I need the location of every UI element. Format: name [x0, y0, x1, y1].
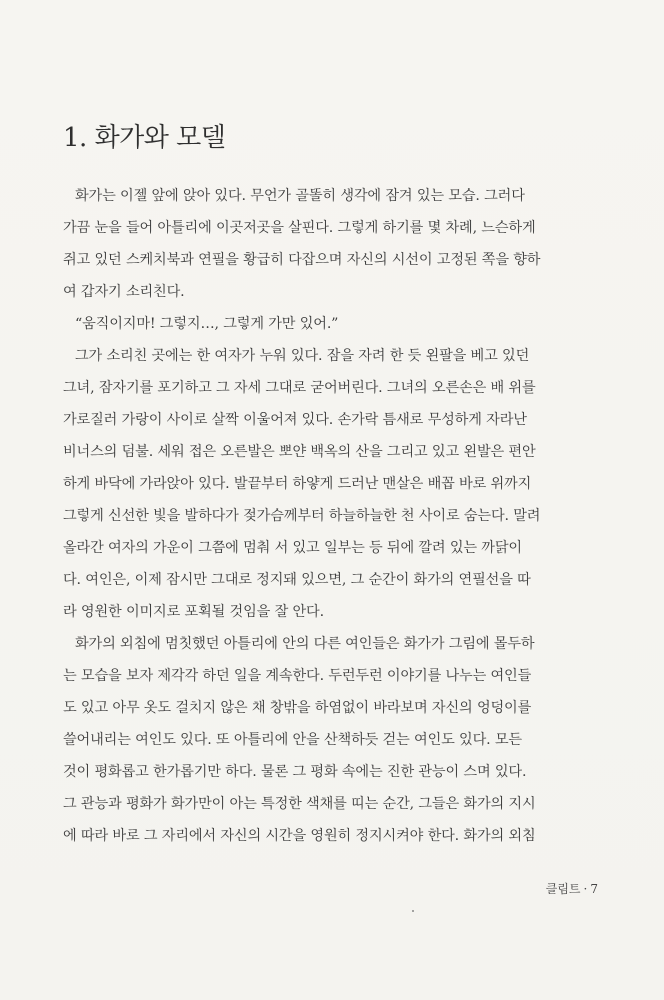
- text-line: 비너스의 덤불. 세워 접은 오른발은 뽀얀 백옥의 산을 그리고 있고 왼발은 편안: [63, 444, 536, 460]
- text-line: 올라간 여자의 가운이 그쯤에 멈춰 서 있고 일부는 등 뒤에 깔려 있는 까닭이: [63, 540, 522, 556]
- paper-speck: [412, 910, 414, 912]
- body-text: [63, 180, 603, 852]
- text-line: 그가 소리친 곳에는 한 여자가 누워 있다. 잠을 자려 한 듯 왼팔을 베고 있던: [75, 348, 530, 364]
- text-line: 가로질러 가랑이 사이로 살짝 이울어져 있다. 손가락 틈새로 무성하게 자라난: [63, 412, 527, 428]
- text-line: 그 관능과 평화가 화가만이 아는 특정한 색채를 띠는 순간, 그들은 화가의 지시: [63, 796, 536, 812]
- text-line: 다. 여인은, 이제 잠시만 그대로 정지돼 있으면, 그 순간이 화가의 연필선을 따: [63, 572, 531, 588]
- text-line: 에 따라 바로 그 자리에서 자신의 시간을 영원히 정지시켜야 한다. 화가의 외침: [63, 828, 536, 844]
- running-head: 클림트: [545, 882, 581, 896]
- text-line: 쥐고 있던 스케치북과 연필을 황급히 다잡으며 자신의 시선이 고정된 쪽을 향하: [63, 252, 541, 268]
- page-footer: [546, 880, 598, 897]
- text-line: 도 있고 아무 옷도 걸치지 않은 채 창밖을 하염없이 바라보며 자신의 엉덩이를: [63, 700, 532, 716]
- text-line: 화가는 이젤 앞에 앉아 있다. 무언가 골똘히 생각에 잠겨 있는 모습. 그러다: [75, 188, 525, 204]
- text-line: 쓸어내리는 여인도 있다. 또 아틀리에 안을 산책하듯 걷는 여인도 있다. 모든: [63, 732, 522, 748]
- text-line: “움직이지마! 그렇지…, 그렇게 가만 있어.”: [75, 316, 339, 332]
- text-line: 라 영원한 이미지로 포획될 것임을 잘 안다.: [63, 604, 324, 620]
- footer-separator: ·: [583, 882, 588, 896]
- text-line: 그녀, 잠자기를 포기하고 그 자세 그대로 굳어버린다. 그녀의 오른손은 배 위를: [63, 380, 536, 396]
- text-line: 화가의 외침에 멈칫했던 아틀리에 안의 다른 여인들은 화가가 그림에 몰두하: [75, 636, 535, 652]
- text-line: 것이 평화롭고 한가롭기만 하다. 물론 그 평화 속에는 진한 관능이 스며 있다.: [63, 764, 527, 780]
- text-line: 는 모습을 보자 제각각 하던 일을 계속한다. 두런두런 이야기를 나누는 여인들: [63, 668, 532, 684]
- text-line: 가끔 눈을 들어 아틀리에 이곳저곳을 살핀다. 그렇게 하기를 몇 차례, 느슨하게: [63, 220, 536, 236]
- page-number: 7: [590, 882, 598, 896]
- chapter-title: 1. 화가와 모델: [63, 123, 226, 153]
- text-line: 그렇게 신선한 빛을 발하다가 젖가슴께부터 하늘하늘한 천 사이로 숨는다. 말려: [63, 508, 541, 524]
- text-line: 하게 바닥에 가라앉아 있다. 발끝부터 하얗게 드러난 맨살은 배꼽 바로 위까지: [63, 476, 532, 492]
- text-line: 여 갑자기 소리친다.: [63, 284, 185, 300]
